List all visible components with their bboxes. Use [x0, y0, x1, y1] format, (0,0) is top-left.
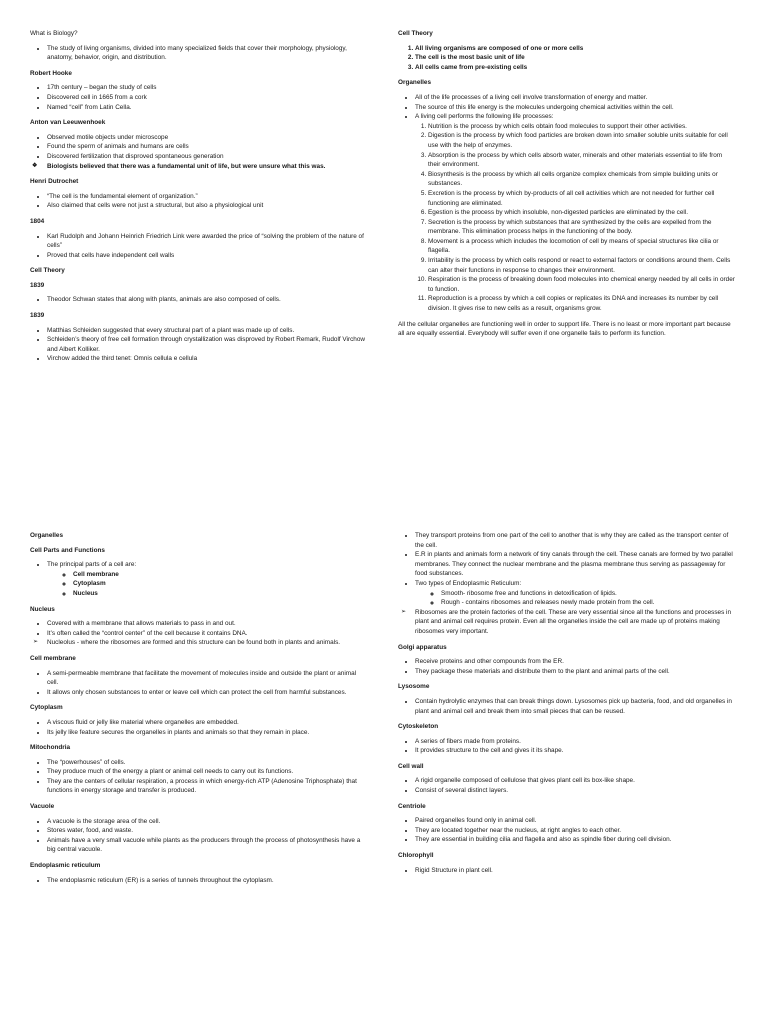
- list-item: • Proved that cells have independent cell walls: [47, 251, 368, 261]
- centriole-list: [398, 816, 736, 845]
- nucleus-list: [30, 619, 368, 638]
- list-item: ❖ Biologists believed that there was a fundamental unit of life, but were unsure what this was.: [47, 162, 368, 172]
- year-1839-list-b: [30, 326, 368, 364]
- list-item: • Virchow added the third tenet: Omnis cellula e cellula: [47, 354, 368, 364]
- organelles-heading: Organelles: [30, 532, 64, 539]
- year-1839-list: [30, 295, 368, 305]
- list-item: • It provides structure to the cell and gives it its shape.: [415, 746, 736, 756]
- list-item: • It’s often called the “control center” of the cell because it contains DNA.: [47, 629, 368, 639]
- list-item: • Discovered cell in 1665 from a cork: [47, 93, 368, 103]
- list-item-text: The principal parts of a cell are:: [47, 561, 137, 569]
- list-item: • All of the life processes of a living cell involve transformation of energy and matter.: [415, 93, 736, 103]
- list-item: • They are the centers of cellular respiration, a process in which energy-rich ATP (Adenosine Triphosphate) that functions in energy storage and transfer is produced.: [47, 777, 368, 796]
- list-item: • They are located together near the nucleus, at right angles to each other.: [415, 826, 736, 836]
- list-item: • Contain hydrolytic enzymes that can break things down. Lysosomes pick up bacteria, food, and old organelles in plant and animal cell and break them into small pieces that can be reused.: [415, 697, 736, 716]
- list-item: [415, 579, 736, 608]
- list-item: [47, 560, 368, 598]
- cell-theory-heading: Cell Theory: [398, 30, 433, 37]
- chlorophyll-heading: Chlorophyll: [398, 852, 434, 860]
- er-list: [30, 876, 368, 886]
- life-processes-list: [398, 122, 736, 314]
- nucleolus-list: [30, 638, 368, 648]
- list-item: • A vacuole is the storage area of the cell.: [47, 817, 368, 827]
- list-item: • They are essential in building cilia and flagella and also as spindle fiber during cell division.: [415, 835, 736, 845]
- list-item: • Matthias Schleiden suggested that every structural part of a plant was made up of cells.: [47, 326, 368, 336]
- lysosome-heading: Lysosome: [398, 683, 430, 691]
- cytoskeleton-list: [398, 737, 736, 756]
- list-item: • Paired organelles found only in animal cell.: [415, 816, 736, 826]
- list-item: 1. Nutrition is the process by which cells obtain food molecules to support their other activities.: [428, 122, 736, 132]
- list-item: • Covered with a membrane that allows materials to pass in and out.: [47, 619, 368, 629]
- list-item: • Karl Rudolph and Johann Heinrich Friedrich Link were awarded the price of “solving the problem of the nature of cells”: [47, 232, 368, 251]
- list-item: 7. Secretion is the process by which substances that are synthesized by the cells are expelled from the membrane. This elimination process helps in the functioning of the body.: [428, 218, 736, 237]
- year-1839-heading: 1839: [30, 281, 45, 289]
- er-continued-list: [398, 531, 736, 608]
- year-1804-heading: 1804: [30, 217, 45, 225]
- list-item: • It allows only chosen substances to enter or leave cell which can protect the cell from harmful substances.: [47, 688, 368, 698]
- list-item: 2. Digestion is the process by which food particles are broken down into smaller soluble units suitable for cell use with the help of enzymes.: [428, 131, 736, 150]
- closing-paragraph: All the cellular organelles are functioning well in order to support life. There is no least or more important part because all are equally essential. Everybody will suffer even if one organelle fails to perform its function.: [398, 320, 731, 338]
- list-item: 10. Respiration is the process of breaking down food molecules into chemical energy needed by all cells in order to function.: [428, 275, 736, 294]
- year-1839-heading: 1839: [30, 312, 45, 320]
- list-item: 3. Absorption is the process by which cells absorb water, minerals and other materials essential to life from their environment.: [428, 151, 736, 170]
- list-item: • They produce much of the energy a plant or animal cell needs to carry out its functions.: [47, 767, 368, 777]
- cytoplasm-list: [30, 718, 368, 737]
- list-item: • They package these materials and distribute them to the plant and animal parts of the cell.: [415, 667, 736, 677]
- nucleus-heading: Nucleus: [30, 605, 55, 613]
- column-top-left: [30, 29, 368, 370]
- biology-list: [30, 44, 368, 63]
- list-item: • Schleiden’s theory of free cell formation through crystallization was disproved by Robert Remark, Rudolf Virchow and Albert Kolliker.: [47, 335, 368, 354]
- list-item: • Discovered fertilization that disproved spontaneous generation: [47, 152, 368, 162]
- ribosomes-list: [398, 608, 736, 637]
- what-is-biology-heading: What is Biology?: [30, 30, 78, 37]
- cytoskeleton-heading: Cytoskeleton: [398, 723, 439, 731]
- leeuwenhoek-list: [30, 133, 368, 162]
- cytoplasm-heading: Cytoplasm: [30, 704, 63, 712]
- column-bottom-right: [398, 531, 736, 881]
- hooke-list: [30, 83, 368, 112]
- column-top-right: [398, 29, 736, 345]
- list-item: • Found the sperm of animals and humans are cells: [47, 142, 368, 152]
- cell-wall-heading: Cell wall: [398, 762, 424, 770]
- er-heading: Endoplasmic reticulum: [30, 862, 101, 870]
- list-item: • A viscous fluid or jelly like material where organelles are embedded.: [47, 718, 368, 728]
- list-item: • A living cell performs the following life processes:: [415, 112, 736, 122]
- list-item: 5. Excretion is the process by which by-products of all cell activities which are not needed for further cell functioning are eliminated.: [428, 189, 736, 208]
- list-item: • Animals have a very small vacuole while plants as the producers through the process of photosynthesis have a big central vacuole.: [47, 836, 368, 855]
- list-item: • A series of fibers made from proteins.: [415, 737, 736, 747]
- list-item: • Consist of several distinct layers.: [415, 786, 736, 796]
- list-item: 6. Egestion is the process by which insoluble, non-digested particles are eliminated by the cell.: [428, 208, 736, 218]
- dutrochet-heading: Henri Dutrochet: [30, 178, 79, 186]
- cell-wall-list: [398, 776, 736, 795]
- year-1804-list: [30, 232, 368, 261]
- cell-parts-sublist: [47, 570, 368, 599]
- list-item: 9. Irritability is the process by which cells respond or react to external factors or conditions around them. Cells can alter their functions in response to changes their environment.: [428, 256, 736, 275]
- list-item: • Rigid Structure in plant cell.: [415, 866, 736, 876]
- organelles-heading: Organelles: [398, 79, 432, 87]
- list-item: ◦ Smooth- ribosome free and functions in detoxification of lipids.: [441, 589, 736, 599]
- cell-parts-list: [30, 560, 368, 598]
- list-item: • Also claimed that cells were not just a structural, but also a physiological unit: [47, 201, 368, 211]
- list-item: ➢ Ribosomes are the protein factories of the cell. These are very essential since all the functions and processes in plant and animal cell requires protein. Even all the organelles inside the cell are made up of proteins making ribosomes very important.: [415, 608, 736, 637]
- list-item: 2. The cell is the most basic unit of life: [415, 53, 736, 63]
- list-item: • Theodor Schwan states that along with plants, animals are also composed of cells.: [47, 295, 368, 305]
- list-item: • A semi-permeable membrane that facilitate the movement of molecules inside and outside the plant or animal cell.: [47, 669, 368, 688]
- list-item: • “The cell is the fundamental element of organization.”: [47, 192, 368, 202]
- robert-hooke-heading: Robert Hooke: [30, 69, 72, 77]
- column-bottom-left: [30, 531, 368, 891]
- list-item: • The endoplasmic reticulum (ER) is a series of tunnels throughout the cytoplasm.: [47, 876, 368, 886]
- list-item: 8. Movement is a process which includes the locomotion of cell by means of special structures like cilia or flagella.: [428, 237, 736, 256]
- list-item: • The “powerhouses” of cells.: [47, 758, 368, 768]
- list-item-text: Two types of Endoplasmic Reticulum:: [415, 579, 522, 587]
- list-item: 11. Reproduction is a process by which a cell copies or replicates its DNA and increases its number by cell division. It gives rise to new cells as a result, organisms grow.: [428, 294, 736, 313]
- golgi-list: [398, 657, 736, 676]
- leeuwenhoek-diamond-list: [30, 162, 368, 172]
- list-item: • They transport proteins from one part of the cell to another that is why they are called as the transport center of the cell.: [415, 531, 736, 550]
- dutrochet-list: [30, 192, 368, 211]
- list-item: • E.R in plants and animals form a network of tiny canals through the cell. These canals are formed by two parallel membranes. They connect the nuclear membrane and the plasma membrane thus serving as passageway for food substances.: [415, 550, 736, 579]
- list-item: • Named “cell” from Latin Cella.: [47, 103, 368, 113]
- centriole-heading: Centriole: [398, 802, 426, 810]
- list-item: ◦ Rough - contains ribosomes and releases newly made protein from the cell.: [441, 598, 736, 608]
- vacuole-heading: Vacuole: [30, 803, 55, 811]
- lysosome-list: [398, 697, 736, 716]
- leeuwenhoek-heading: Anton van Leeuwenhoek: [30, 119, 106, 127]
- list-item: • Receive proteins and other compounds from the ER.: [415, 657, 736, 667]
- list-item: 3. All cells came from pre-existing cells: [415, 63, 736, 73]
- list-item: 1. All living organisms are composed of one or more cells: [415, 44, 736, 54]
- cell-parts-heading: Cell Parts and Functions: [30, 546, 105, 554]
- list-item: • The study of living organisms, divided into many specialized fields that cover their morphology, physiology, anatomy, behavior, origin, and distribution.: [47, 44, 368, 63]
- list-item: 4. Biosynthesis is the process by which all cells organize complex chemicals from simple building units or substances.: [428, 170, 736, 189]
- list-item: • Observed motile objects under microscope: [47, 133, 368, 143]
- list-item: • Stores water, food, and waste.: [47, 826, 368, 836]
- chlorophyll-list: [398, 866, 736, 876]
- organelles-list: [398, 93, 736, 122]
- cell-theory-heading: Cell Theory: [30, 267, 65, 275]
- list-item: ➢ Nucleolus - where the ribosomes are formed and this structure can be found both in plants and animals.: [47, 638, 368, 648]
- list-item: • The source of this life energy is the molecules undergoing chemical activities within the cell.: [415, 103, 736, 113]
- list-item: • Its jelly like feature secures the organelles in plants and animals so that they remain in place.: [47, 728, 368, 738]
- mitochondria-list: [30, 758, 368, 796]
- list-item: ◦ Nucleus: [73, 589, 368, 599]
- vacuole-list: [30, 817, 368, 855]
- list-item: ◦ Cell membrane: [73, 570, 368, 580]
- er-types-sublist: [415, 589, 736, 608]
- cell-membrane-list: [30, 669, 368, 698]
- cell-theory-list: [398, 44, 736, 73]
- list-item: ◦ Cytoplasm: [73, 579, 368, 589]
- list-item: • A rigid organelle composed of cellulose that gives plant cell its box-like shape.: [415, 776, 736, 786]
- cell-membrane-heading: Cell membrane: [30, 654, 76, 662]
- mitochondria-heading: Mitochondria: [30, 744, 71, 752]
- list-item: • 17th century – began the study of cells: [47, 83, 368, 93]
- golgi-heading: Golgi apparatus: [398, 643, 447, 651]
